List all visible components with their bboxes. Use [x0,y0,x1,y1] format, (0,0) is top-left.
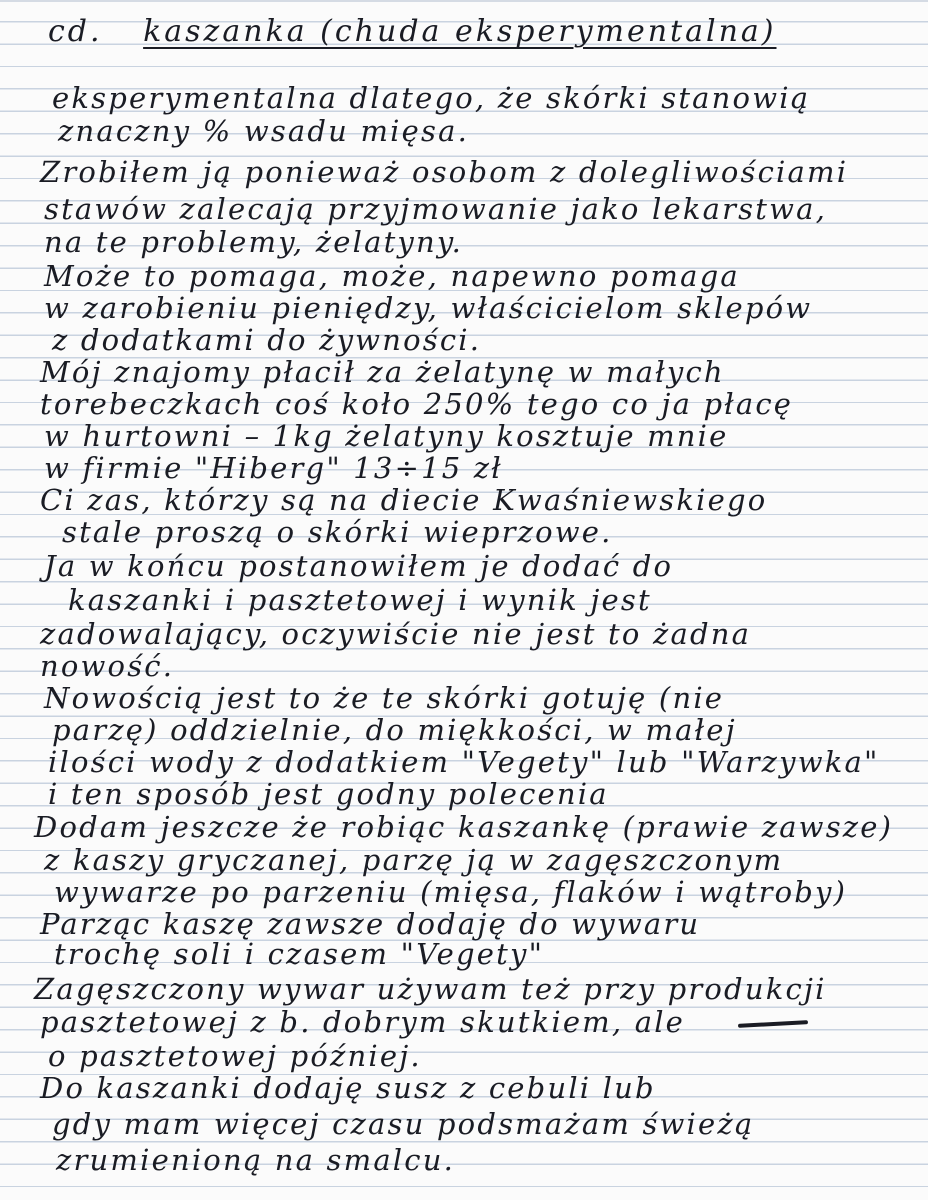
note-line: Nowością jest to że te skórki gotuję (nie [44,681,725,715]
note-line: gdy mam więcej czasu podsmażam świeżą [52,1107,755,1141]
note-line: znaczny % wsadu mięsa. [58,114,469,148]
note-line: Mój znajomy płacił za żelatynę w małych [40,355,725,389]
note-line: ilości wody z dodatkiem "Vegety" lub "Warzywka" [48,745,880,779]
note-line: na te problemy, żelatyny. [44,225,464,259]
note-line: Ci zas, którzy są na diecie Kwaśniewskiego [40,483,768,517]
note-line: torebeczkach coś koło 250% tego co ja płacę [40,387,794,421]
note-line: w firmie "Hiberg" 13÷15 zł [44,451,503,485]
note-line: Zrobiłem ją ponieważ osobom z dolegliwościami [40,155,849,189]
note-line: stawów zalecają przyjmowanie jako lekarstwa, [44,192,828,226]
note-line: nowość. [40,649,175,683]
note-line: z kaszy gryczanej, parzę ją w zagęszczonym [44,843,784,877]
note-line: kaszanki i pasztetowej i wynik jest [68,583,652,617]
note-line: Parząc kaszę zawsze dodaję do wywaru [40,907,701,941]
note-line: Do kaszanki dodaję susz z cebuli lub [40,1071,656,1105]
note-line: Zagęszczony wywar używam też przy produkcji [34,972,827,1006]
note-line: i ten sposób jest godny polecenia [48,777,609,811]
note-line: pasztetowej z b. dobrym skutkiem, ale [40,1005,686,1039]
note-line: Ja w końcu postanowiłem je dodać do [44,549,674,583]
note-line: zrumienioną na smalcu. [56,1143,456,1177]
note-header [48,14,777,49]
note-line: stale proszą o skórki wieprzowe. [62,515,613,549]
note-line: w zarobieniu pieniędzy, właścicielom sklepów [44,291,813,325]
note-line: w hurtowni – 1kg żelatyny kosztuje mnie [44,419,729,453]
strikethrough-mark [738,1020,808,1028]
note-title: kaszanka (chuda eksperymentalna) [143,14,777,49]
continued-marker: cd. [48,14,103,49]
note-line: wywarze po parzeniu (mięsa, flaków i wątroby) [54,875,848,909]
note-line: z dodatkami do żywności. [52,323,482,357]
note-line: parzę) oddzielnie, do miękkości, w małej [52,713,737,747]
note-line: trochę soli i czasem "Vegety" [54,937,545,971]
note-line: zadowalający, oczywiście nie jest to żadna [40,617,752,651]
note-line: Dodam jeszcze że robiąc kaszankę (prawie zawsze) [34,810,894,844]
note-line: Może to pomaga, może, napewno pomaga [44,259,740,293]
note-line: eksperymentalna dlatego, że skórki stanowią [52,81,811,115]
note-line: o pasztetowej później. [48,1039,422,1073]
